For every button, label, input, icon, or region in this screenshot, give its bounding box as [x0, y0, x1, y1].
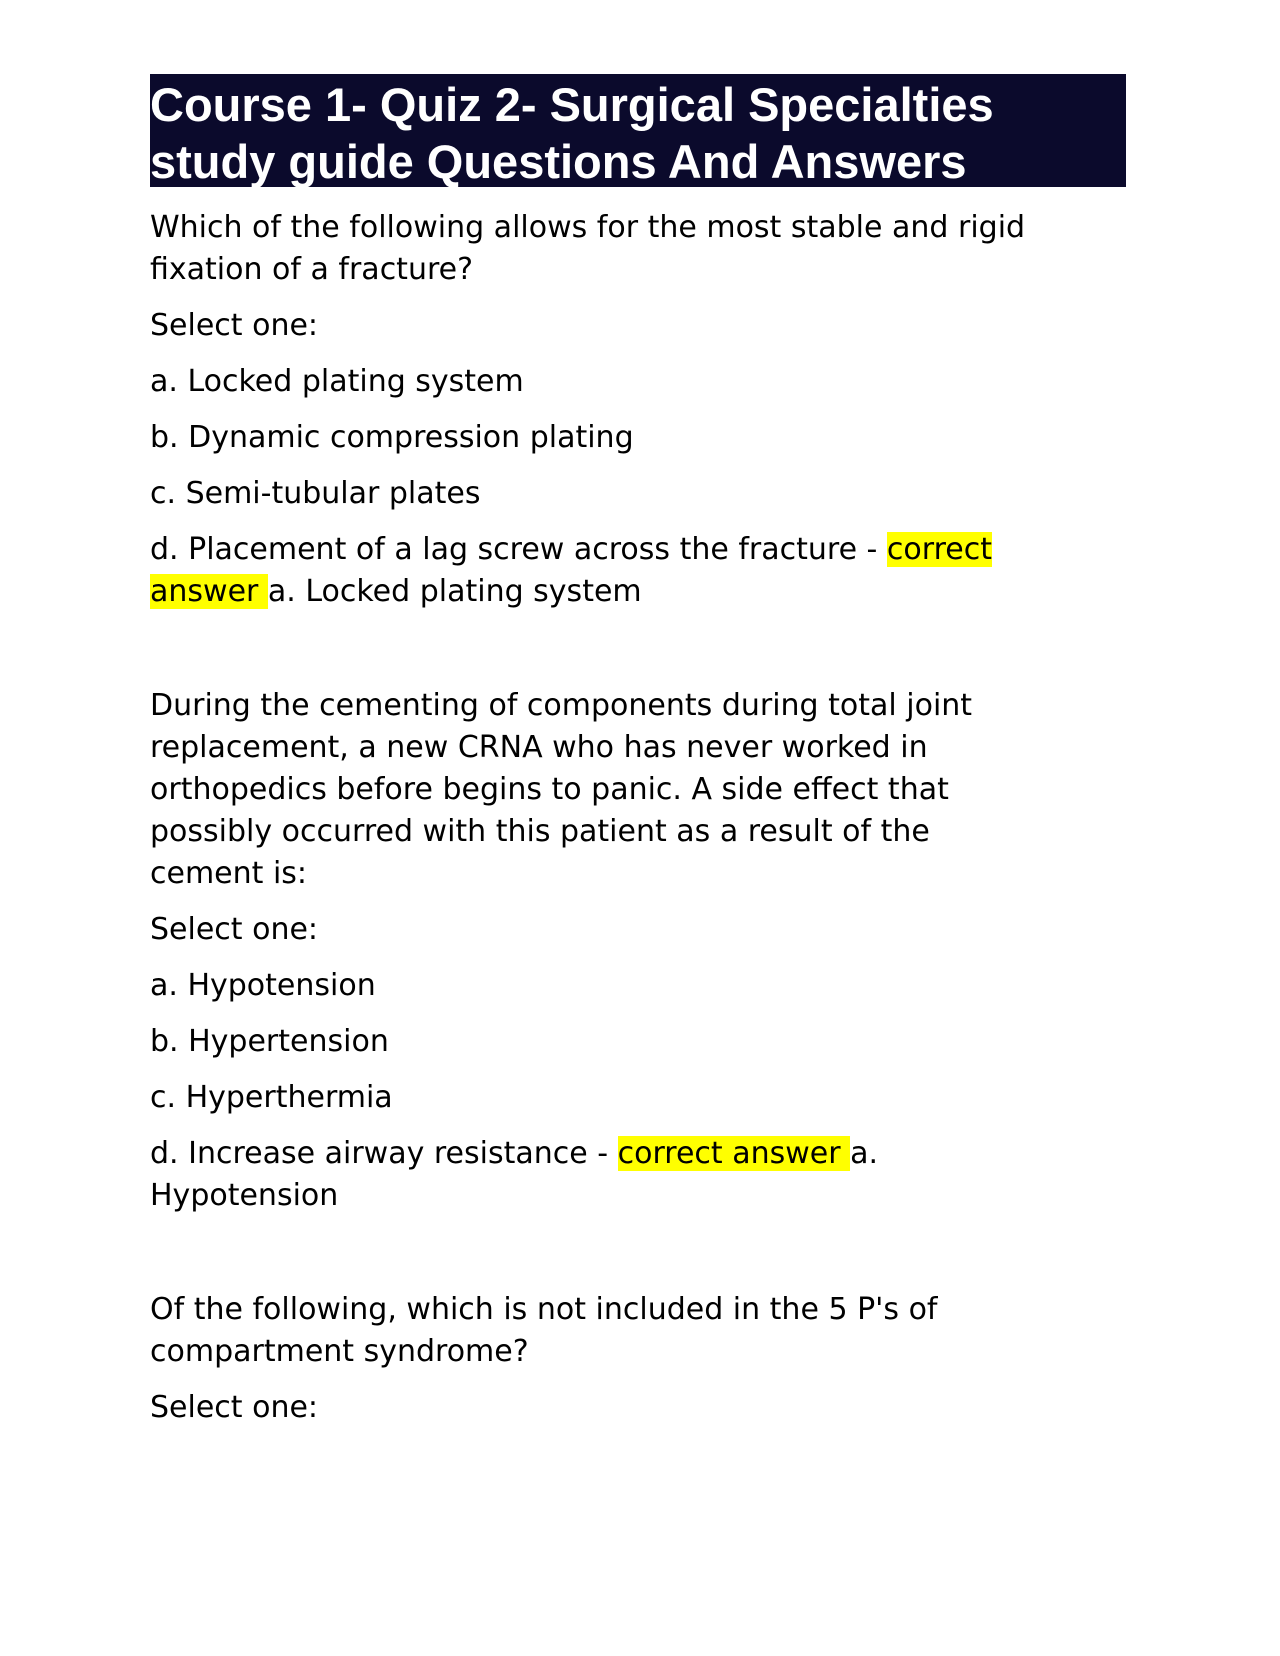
question-2-line-4: possibly occurred with this patient as a result of the [150, 814, 930, 849]
correct-answer-highlight: correct [886, 532, 992, 567]
question-2-line-5: cement is: [150, 856, 308, 891]
question-2-line-3: orthopedics before begins to panic. A side effect that [150, 772, 949, 807]
question-1-option-a: a. Locked plating system [150, 364, 524, 399]
question-1-select-label: Select one: [150, 308, 319, 343]
title-line-2: study guide Questions And Answers [150, 135, 967, 188]
question-list [150, 207, 1126, 1429]
document-title [150, 74, 1126, 187]
question-1-option-b: b. Dynamic compression plating [150, 420, 634, 455]
question-1-option-d-text: d. Placement of a lag screw across the fracture - [150, 532, 887, 567]
correct-answer-highlight: answer [150, 574, 268, 609]
correct-answer-highlight: correct answer [617, 1136, 851, 1171]
question-2-text [150, 685, 1126, 895]
question-2-option-b: b. Hypertension [150, 1024, 389, 1059]
question-1-line-1: Which of the following allows for the most stable and rigid [150, 210, 1026, 245]
question-2-line-1: During the cementing of components during total joint [150, 688, 973, 723]
question-2 [150, 685, 1126, 1217]
question-2-option-a: a. Hypotension [150, 968, 376, 1003]
question-2-line-2: replacement, a new CRNA who has never worked in [150, 730, 928, 765]
question-1-text [150, 207, 1126, 291]
question-3-line-2: compartment syndrome? [150, 1334, 529, 1369]
question-1 [150, 207, 1126, 613]
question-2-answer-part-2: Hypotension [150, 1178, 339, 1213]
question-1-option-d [150, 529, 1126, 613]
question-2-option-d [150, 1133, 1126, 1217]
question-1-answer: a. Locked plating system [267, 574, 642, 609]
question-2-answer-part-1: a. [850, 1136, 879, 1171]
question-1-option-c: c. Semi-tubular plates [150, 476, 481, 511]
question-1-line-2: fixation of a fracture? [150, 252, 474, 287]
question-2-option-c: c. Hyperthermia [150, 1080, 393, 1115]
question-2-select-label: Select one: [150, 912, 319, 947]
question-3-select-label: Select one: [150, 1390, 319, 1425]
question-3 [150, 1289, 1126, 1429]
document-page [150, 74, 1126, 1429]
question-3-line-1: Of the following, which is not included in the 5 P's of [150, 1292, 938, 1327]
question-3-text [150, 1289, 1126, 1373]
question-2-option-d-text: d. Increase airway resistance - [150, 1136, 618, 1171]
title-line-1: Course 1- Quiz 2- Surgical Specialties [150, 78, 994, 131]
